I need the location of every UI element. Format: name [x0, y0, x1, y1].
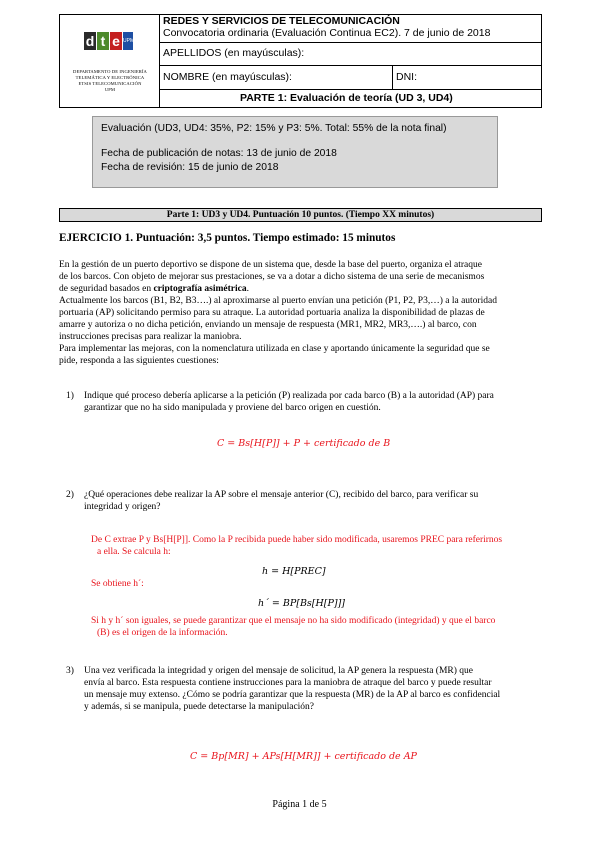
intro-bold: criptografía asimétrica [153, 284, 247, 294]
question-2-text: integridad y origen? [84, 502, 161, 512]
intro-line: pide, responda a las siguientes cuestiones: [59, 356, 219, 366]
logo-letter-e: e [110, 32, 122, 50]
dept-line: TELEMÁTICA Y ELECTRÓNICA [75, 75, 145, 80]
exercise-title: EJERCICIO 1. Puntuación: 3,5 puntos. Tiempo estimado: 15 minutos [59, 232, 396, 244]
intro-line [59, 284, 249, 296]
intro-line: de los barcos. Con objeto de mejorar sus prestaciones, se va a dotar a dicho sistema de una serie de mecanismos [59, 272, 485, 282]
intro-line: amarre y autoriza o no dicha petición, enviando un mensaje de respuesta (MR1, MR2, MR3,….) al barco, con [59, 320, 477, 330]
page-number: Página 1 de 5 [272, 799, 327, 810]
intro-text: . [246, 284, 249, 294]
part-bar: Parte 1: UD3 y UD4. Puntuación 10 puntos. (Tiempo XX minutos) [59, 208, 542, 222]
course-title: REDES Y SERVICIOS DE TELECOMUNICACIÓN [163, 15, 400, 27]
nombre-row[interactable] [160, 65, 541, 90]
intro-line: portuaria (AP) solicitando permiso para su atraque. La autoridad portuaria analiza la disponibilidad de plazas de [59, 308, 485, 318]
question-2-text: ¿Qué operaciones debe realizar la AP sobre el mensaje anterior (C), recibido del barco, para verificar su [84, 490, 479, 500]
department-name [64, 69, 156, 93]
exam-header [59, 14, 542, 108]
question-1-number: 1) [66, 391, 74, 401]
apellidos-row[interactable] [160, 42, 541, 66]
question-3-text: un mensaje muy extenso. ¿Cómo se podría garantizar que la respuesta (MR) de la AP al barco es confidencial [84, 690, 501, 700]
answer-2-line: (B) es el origen de la información. [97, 628, 228, 638]
logo-letter-t: t [97, 32, 109, 50]
evaluation-weights: Evaluación (UD3, UD4: 35%, P2: 15% y P3: 5%. Total: 55% de la nota final) [101, 123, 447, 134]
answer-1-formula: C = Bs[H[P]] + P + certificado de B [217, 438, 391, 449]
nombre-label: NOMBRE (en mayúsculas): [163, 71, 292, 83]
parte-row [160, 89, 541, 107]
publication-date: Fecha de publicación de notas: 13 de junio de 2018 [101, 148, 337, 159]
dept-line: ETSIS TELECOMUNICACIÓN [78, 81, 142, 86]
question-2-number: 2) [66, 490, 74, 500]
evaluation-info-box [92, 116, 498, 188]
question-1-text: Indique qué proceso debería aplicarse a la petición (P) realizada por cada barco (B) a la autoridad (AP) para [84, 391, 494, 401]
question-3-text: envía al barco. Esta respuesta contiene instrucciones para la maniobra de atraque del barco y puede resultar [84, 678, 492, 688]
apellidos-label: APELLIDOS (en mayúsculas): [163, 47, 305, 59]
answer-2-line: Si h y h´ son iguales, se puede garantizar que el mensaje no ha sido modificado (integridad) y que el barco [91, 616, 496, 626]
question-3-text: y además, si se manipula, puede detectarse la manipulación? [84, 702, 315, 712]
dte-logo [84, 32, 134, 50]
answer-2-formula-h-prime: h´ = BP[Bs[H[P]]] [258, 598, 346, 609]
revision-date: Fecha de revisión: 15 de junio de 2018 [101, 162, 279, 173]
answer-3-formula: C = Bp[MR] + APs[H[MR]] + certificado de AP [190, 751, 417, 762]
title-row [160, 15, 541, 43]
answer-2-line: Se obtiene h´: [91, 579, 144, 589]
logo-letter-d: d [85, 33, 95, 49]
intro-line: En la gestión de un puerto deportivo se dispone de un sistema que, desde la base del puerto, organiza el atraque [59, 260, 482, 270]
question-3-text: Una vez verificada la integridad y origen del mensaje de solicitud, la AP genera la respuesta (MR) que [84, 666, 474, 676]
logo-upm-badge: UPM [123, 32, 133, 50]
dept-line: UPM [104, 87, 116, 92]
question-1-text: garantizar que no ha sido manipulada y proviene del barco origen en cuestión. [84, 403, 381, 413]
answer-2-formula-h: h = H[PREC] [262, 566, 326, 577]
convocatoria: Convocatoria ordinaria (Evaluación Continua EC2). 7 de junio de 2018 [163, 27, 491, 39]
dni-divider [392, 65, 393, 89]
answer-2-line: a ella. Se calcula h: [97, 547, 171, 557]
intro-line: Actualmente los barcos (B1, B2, B3….) al aproximarse al puerto envían una petición (P1, P2, P3,…) a la autoridad [59, 296, 497, 306]
logo-cell [60, 15, 160, 107]
dept-line: DEPARTAMENTO DE INGENIERÍA [73, 69, 147, 74]
intro-text: de seguridad basados en [59, 284, 154, 294]
intro-line: instrucciones precisas para realizar la maniobra. [59, 332, 242, 342]
intro-line: Para implementar las mejoras, con la nomenclatura utilizada en clase y aportando únicamente la seguridad que se [59, 344, 490, 354]
question-3-number: 3) [66, 666, 74, 676]
dni-label: DNI: [396, 71, 417, 83]
parte-title: PARTE 1: Evaluación de teoría (UD 3, UD4) [240, 92, 453, 104]
answer-2-line: De C extrae P y Bs[H[P]]. Como la P recibida puede haber sido modificada, usaremos PREC para referirnos [91, 535, 503, 545]
